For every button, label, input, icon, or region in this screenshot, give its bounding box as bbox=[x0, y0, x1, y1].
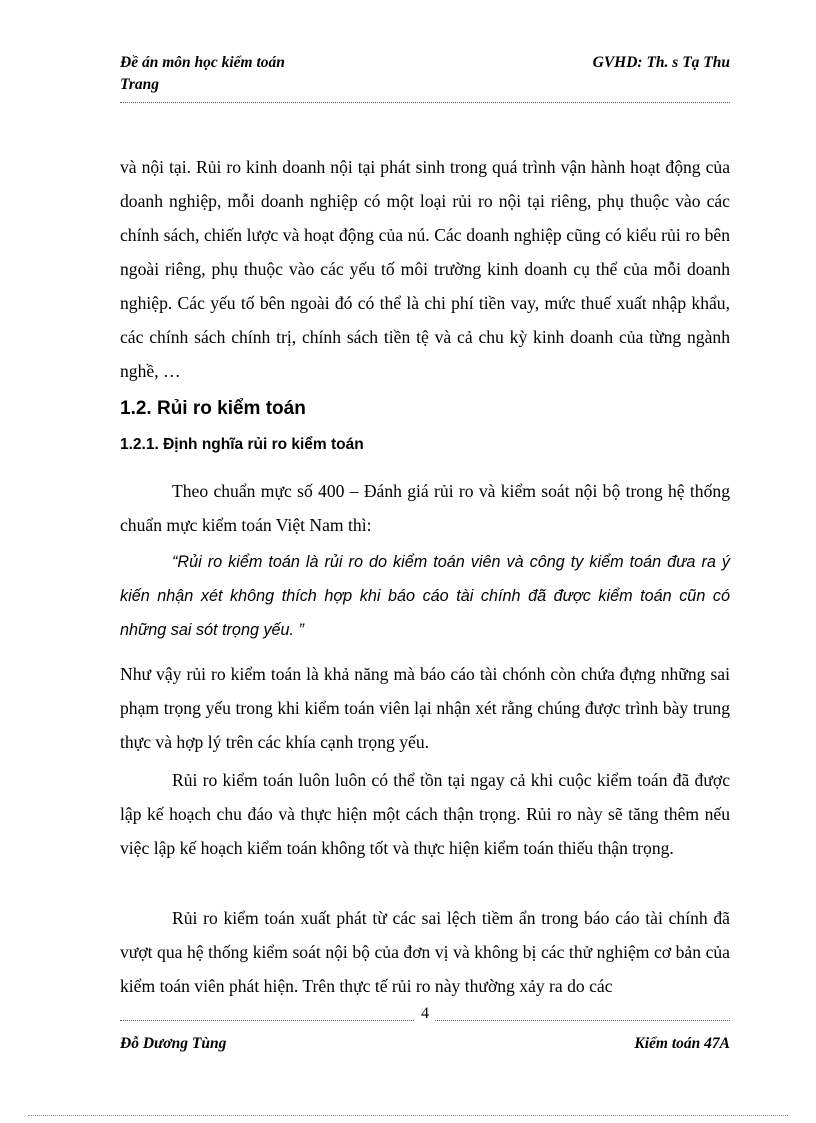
footer-class: Kiểm toán 47A bbox=[634, 1035, 730, 1052]
header-instructor-continued: Trang bbox=[120, 76, 160, 93]
paragraph-audit-risk-existence: Rủi ro kiểm toán luôn luôn có thể tồn tại ngay cả khi cuộc kiểm toán đã được lập kế hoạch chu đáo và thực hiện một cách thận trọng. Rủi ro này sẽ tăng thêm nếu việc lập kế hoạch kiểm toán không tốt và thực hiện kiểm toán thiếu thận trọng. bbox=[120, 770, 730, 858]
paragraph-audit-risk-explanation: Như vậy rủi ro kiểm toán là khả năng mà báo cáo tài chónh còn chứa đựng những sai phạm trọng yếu trong khi kiểm toán viên lại nhận xét rằng chúng được trình bày trung thực và hợp lý trên các khía cạnh trọng yếu. bbox=[120, 664, 730, 752]
header-course-title: Đề án môn học kiểm toán bbox=[120, 54, 285, 71]
paragraph-standard-reference: Theo chuẩn mực số 400 – Đánh giá rủi ro và kiểm soát nội bộ trong hệ thống chuẩn mực kiểm toán Việt Nam thì: bbox=[120, 481, 730, 535]
page-footer bbox=[120, 1005, 730, 1061]
paragraph-audit-risk-origin: Rủi ro kiểm toán xuất phát từ các sai lệch tiềm ẩn trong báo cáo tài chính đã vượt qua hệ thống kiểm soát nội bộ của đơn vị và không bị các thử nghiệm cơ bản của kiểm toán viên phát hiện. Trên thực tế rủi ro này thường xảy ra do các bbox=[120, 908, 730, 996]
footer-author: Đỗ Dương Tùng bbox=[120, 1035, 227, 1052]
header-instructor: GVHD: Th. s Tạ Thu bbox=[592, 54, 730, 71]
section-heading-audit-risk: 1.2. Rủi ro kiểm toán bbox=[120, 398, 306, 419]
bottom-divider bbox=[28, 1115, 788, 1116]
subsection-heading-definition: 1.2.1. Định nghĩa rủi ro kiểm toán bbox=[120, 436, 364, 453]
page-number: 4 bbox=[415, 1005, 435, 1023]
page-header bbox=[120, 50, 730, 103]
quoted-definition: “Rủi ro kiểm toán là rủi ro do kiểm toán viên và công ty kiểm toán đưa ra ý kiến nhận xét không thích hợp khi báo cáo tài chính đã được kiểm toán cũn có những sai sót trọng yếu. ” bbox=[120, 553, 730, 639]
paragraph-business-risk: và nội tại. Rủi ro kinh doanh nội tại phát sinh trong quá trình vận hành hoạt động của doanh nghiệp, mỗi doanh nghiệp có một loại rủi ro nội tại riêng, phụ thuộc vào các chính sách, chiến lược và hoạt động của nú. Các doanh nghiệp cũng có kiểu rủi ro bên ngoài riêng, phụ thuộc vào các yếu tố môi trường kinh doanh cụ thể của mỗi doanh nghiệp. Các yếu tố bên ngoài đó có thể là chi phí tiền vay, mức thuế xuất nhập khẩu, các chính sách chính trị, chính sách tiền tệ và cả chu kỳ kinh doanh của từng ngành nghề, … bbox=[120, 157, 730, 381]
